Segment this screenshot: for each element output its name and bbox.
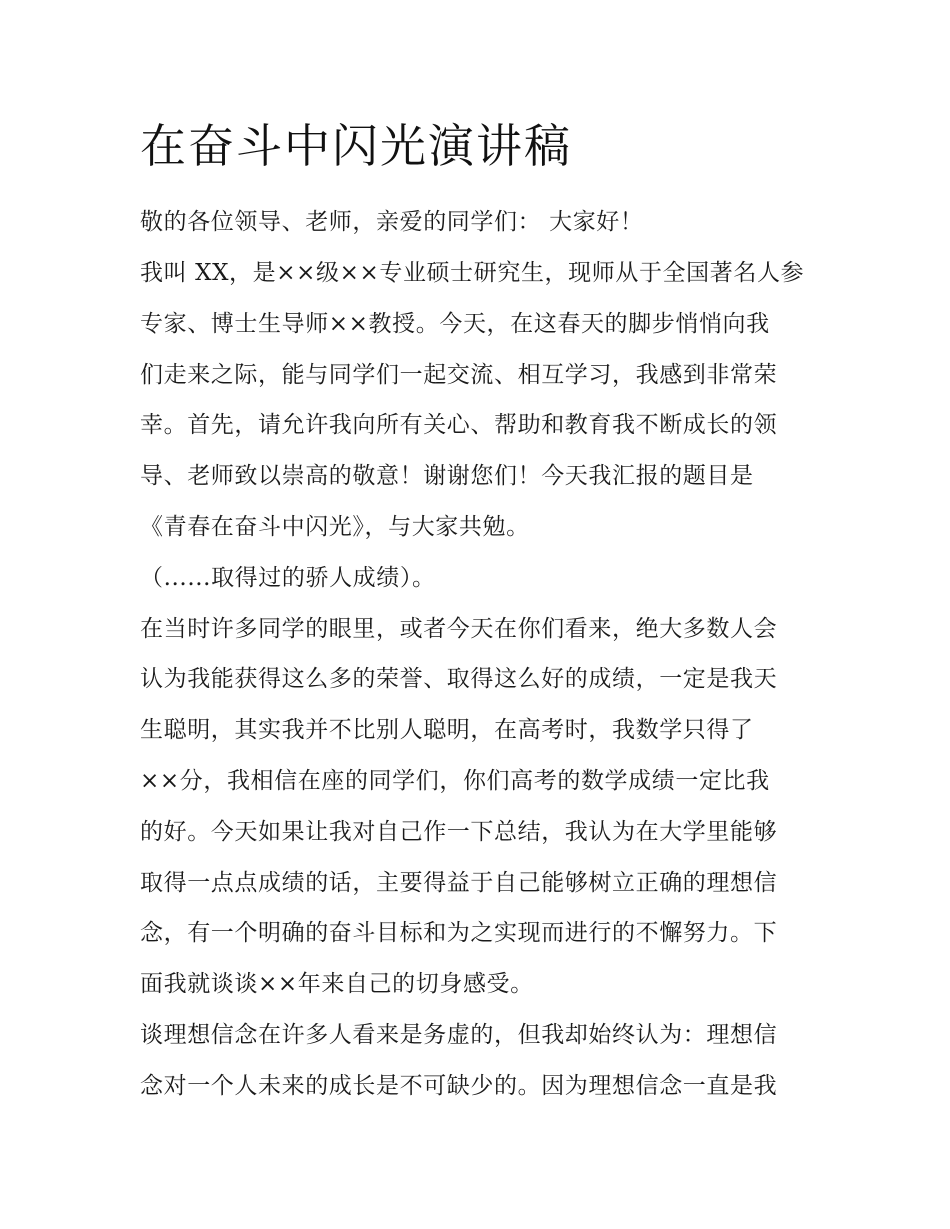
- document-title: 在奋斗中闪光演讲稿: [140, 119, 572, 173]
- body-line: 认为我能获得这么多的荣誉、取得这么好的成绩，一定是我天: [140, 666, 778, 692]
- body-line: 的好。今天如果让我对自己作一下总结，我认为在大学里能够: [140, 819, 778, 845]
- body-line: 生聪明，其实我并不比别人聪明，在高考时，我数学只得了: [140, 717, 754, 743]
- body-line: 我叫 XX，是××级××专业硕士研究生，现师从于全国著名人参: [140, 260, 805, 286]
- body-line: 敬的各位领导、老师，亲爱的同学们： 大家好！: [140, 209, 644, 235]
- body-line: 《青春在奋斗中闪光》，与大家共勉。: [140, 514, 530, 540]
- body-line: 面我就谈谈××年来自己的切身感受。: [140, 971, 534, 997]
- body-line: 在当时许多同学的眼里，或者今天在你们看来，绝大多数人会: [140, 616, 778, 642]
- body-line: 谈理想信念在许多人看来是务虚的，但我却始终认为：理想信: [140, 1022, 778, 1048]
- body-line: ××分，我相信在座的同学们，你们高考的数学成绩一定比我: [140, 768, 770, 794]
- body-line: （......取得过的骄人成绩）。: [140, 565, 436, 591]
- body-line: 取得一点点成绩的话，主要得益于自己能够树立正确的理想信: [140, 870, 778, 896]
- body-line: 专家、博士生导师××教授。今天，在这春天的脚步悄悄向我: [140, 311, 770, 337]
- body-line: 导、老师致以崇高的敬意！谢谢您们！今天我汇报的题目是: [140, 463, 754, 489]
- body-line: 们走来之际，能与同学们一起交流、相互学习，我感到非常荣: [140, 362, 778, 388]
- body-line: 念，有一个明确的奋斗目标和为之实现而进行的不懈努力。下: [140, 920, 778, 946]
- body-line: 幸。首先，请允许我向所有关心、帮助和教育我不断成长的领: [140, 412, 778, 438]
- body-line: 念对一个人未来的成长是不可缺少的。因为理想信念一直是我: [140, 1073, 778, 1099]
